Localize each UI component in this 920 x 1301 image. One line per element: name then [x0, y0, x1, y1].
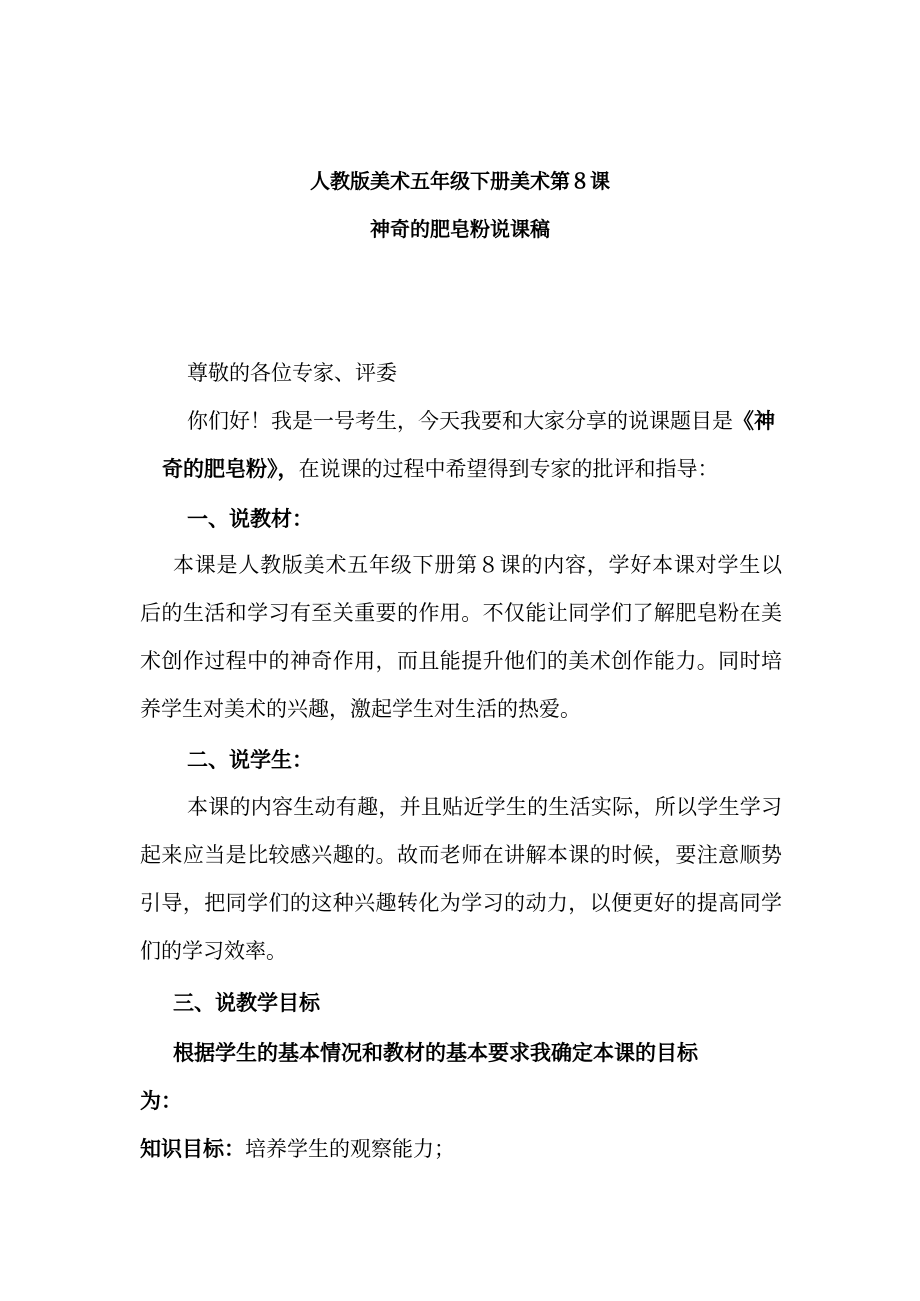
knowledge-objective — [140, 1134, 455, 1164]
paragraph-line: 养学生对美术的兴趣，激起学生对生活的热爱。 — [140, 697, 581, 721]
intro-text: 在说课的过程中希望得到专家的批评和指导： — [298, 457, 719, 481]
knowledge-objective-label: 知识目标： — [140, 1137, 245, 1161]
intro-line-1 — [187, 406, 775, 436]
paragraph-line: 们的学习效率。 — [140, 939, 287, 963]
greeting: 尊敬的各位专家、评委 — [187, 361, 397, 385]
paragraph-line: 本课的内容生动有趣，并且贴近学生的生活实际，所以学生学习 — [187, 795, 782, 819]
paragraph-line: 本课是人教版美术五年级下册第８课的内容，学好本课对学生以 — [173, 553, 782, 577]
section-heading-textbook: 一、说教材： — [187, 507, 313, 531]
intro-line-2 — [162, 454, 719, 484]
paragraph-line: 后的生活和学习有至关重要的作用。不仅能让同学们了解肥皂粉在美 — [140, 601, 782, 625]
knowledge-objective-text: 培养学生的观察能力； — [245, 1137, 455, 1161]
paragraph-line: 引导，把同学们的这种兴趣转化为学习的动力，以便更好的提高同学 — [140, 891, 782, 915]
section-heading-objectives: 三、说教学目标 — [173, 991, 320, 1015]
lesson-title-start: 《神 — [733, 409, 775, 433]
intro-text: 你们好！我是一号考生，今天我要和大家分享的说课题目是 — [187, 409, 733, 433]
section-heading-students: 二、说学生： — [187, 748, 313, 772]
document-title: 人教版美术五年级下册美术第８课 — [310, 169, 610, 193]
paragraph-line: 起来应当是比较感兴趣的。故而老师在讲解本课的时候，要注意顺势 — [140, 843, 782, 867]
document-subtitle: 神奇的肥皂粉说课稿 — [370, 217, 550, 241]
objectives-intro-cont: 为： — [140, 1089, 182, 1113]
lesson-title-end: 奇的肥皂粉》， — [162, 457, 299, 481]
objectives-intro: 根据学生的基本情况和教材的基本要求我确定本课的目标 — [173, 1041, 698, 1065]
paragraph-line: 术创作过程中的神奇作用，而且能提升他们的美术创作能力。同时培 — [140, 649, 782, 673]
